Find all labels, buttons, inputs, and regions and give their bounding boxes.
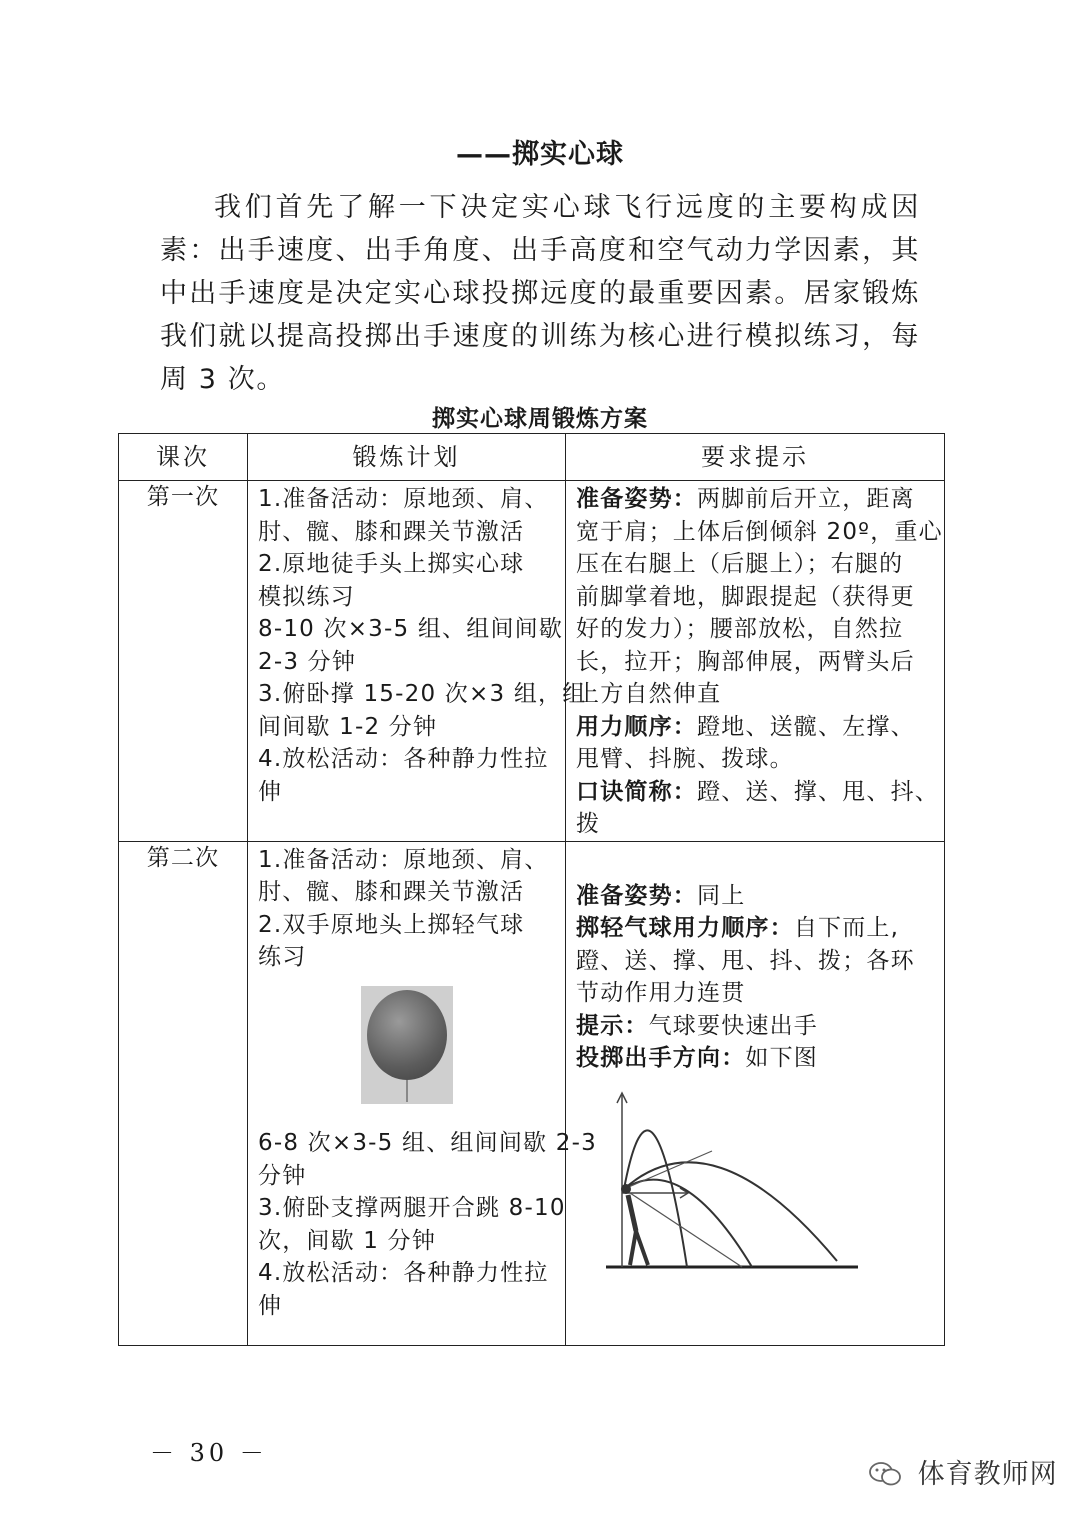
tip-line: 甩臂、抖腕、拨球。 [576,746,794,772]
plan-line: 次，间歇 1 分钟 [258,1227,437,1254]
plan-line: 4.放松活动：各种静力性拉 [258,746,549,772]
plan-line: 8-10 次×3-5 组、组间间歇 [258,616,564,642]
tip-label: 掷轻气球用力顺序： [576,915,794,941]
wechat-icon [868,1461,902,1487]
tip-line: 拨 [576,811,601,837]
plan-line: 间间歇 1-2 分钟 [258,713,438,740]
tip-label: 投掷出手方向： [576,1045,746,1071]
tip-label: 用力顺序： [576,713,697,740]
table-header-row [119,434,945,481]
lesson-cell: 第二次 [119,841,248,1345]
plan-line: 分钟 [258,1162,307,1189]
tip-line: 长，拉开；胸部伸展，两臂头后 [576,648,915,675]
plan-line: 4.放松活动：各种静力性拉 [258,1260,549,1286]
plan-line: 1.准备活动：原地颈、肩、 [258,486,549,512]
tip-label: 提示： [576,1012,649,1039]
tip-line: 准备姿势：两脚前后开立，距离 [576,486,915,512]
table-row [119,481,945,842]
plan-line: 2.原地徒手头上掷实心球 [258,551,525,577]
plan-line: 3.俯卧支撑两腿开合跳 8-10 [258,1195,566,1221]
tip-line: 掷轻气球用力顺序：自下而上, [576,915,900,941]
plan-line: 1.准备活动：原地颈、肩、 [258,846,549,873]
tip-line: 口诀简称：蹬、送、撑、甩、抖、 [576,778,939,805]
tip-line: 前脚掌着地，脚跟提起（获得更 [576,583,915,610]
intro-paragraph: 我们首先了解一下决定实心球飞行远度的主要构成因素：出手速度、出手角度、出手高度和空气动力学因素，其中出手速度是决定实心球投掷远度的最重要因素。居家锻炼我们就以提高投掷出手速度的训练为核心进行模拟练习，每周 3 次。 [160,192,920,395]
tip-line: 好的发力）；腰部放松，自然拉 [576,616,904,642]
balloon-icon [361,986,453,1104]
page-number: － 30 － [150,1439,268,1467]
tips-lines [566,842,944,1075]
plan-lines [248,481,587,808]
section-heading: ——掷实心球 [456,139,624,170]
tip-label: 准备姿势： [576,486,697,512]
tip-line: 用力顺序：蹬地、送髋、左撑、 [576,713,915,740]
plan-line: 肘、髋、膝和踝关节激活 [258,518,525,545]
trajectory-icon [602,1081,862,1281]
tip-label: 口诀简称： [576,778,697,805]
table-row [119,841,945,1345]
plan-line: 6-8 次×3-5 组、组间间歇 2-3 [258,1130,597,1156]
plan-lines [248,1125,597,1322]
tip-line: 压在右腿上（后腿上）；右腿的 [576,551,904,577]
plan-line: 2.双手原地头上掷轻气球 [258,911,525,938]
plan-line: 3.俯卧撑 15-20 次×3 组，组 [258,681,587,707]
training-plan-table [118,433,945,1346]
plan-cell [248,481,587,842]
tip-line: 上方自然伸直 [576,681,722,707]
header-plan: 锻炼计划 [248,434,566,481]
tips-cell [566,841,945,1345]
plan-line: 练习 [258,944,307,970]
watermark-text: 体育教师网 [917,1459,1058,1490]
watermark [868,1452,1058,1491]
plan-cell [248,841,597,1345]
plan-line: 伸 [258,778,283,805]
tip-line: 宽于肩；上体后倒倾斜 20º，重心 [576,518,943,545]
table-caption: 掷实心球周锻炼方案 [432,406,648,432]
lesson-cell: 第一次 [119,481,248,842]
header-tips: 要求提示 [566,434,945,481]
plan-lines [248,842,565,974]
tips-cell [566,481,945,842]
tip-line: 蹬、送、撑、甩、抖、拨；各环 [576,947,915,974]
tips-lines [566,481,944,841]
tip-line: 提示：气球要快速出手 [576,1012,819,1039]
tip-line: 准备姿势：同上 [576,882,746,909]
plan-line: 2-3 分钟 [258,648,357,675]
plan-line: 肘、髋、膝和踝关节激活 [258,879,525,905]
trajectory-diagram [566,1075,944,1291]
tip-line: 节动作用力连贯 [576,980,746,1006]
header-lesson: 课次 [119,434,248,481]
balloon-photo [248,974,565,1126]
tip-label: 准备姿势： [576,882,697,909]
tip-line: 投掷出手方向：如下图 [576,1045,819,1071]
plan-line: 伸 [258,1292,283,1319]
plan-line: 模拟练习 [258,583,355,610]
